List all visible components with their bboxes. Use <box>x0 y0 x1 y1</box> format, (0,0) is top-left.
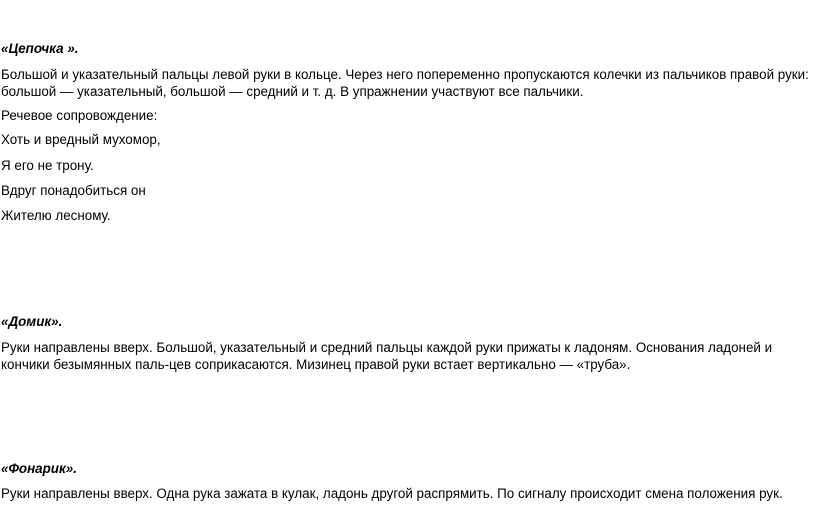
section-description-line: большой — указательный, большой — средний и т. д. В упражнении участвуют все пальчики. <box>1 84 584 99</box>
section-description-line: Руки направлены вверх. Одна рука зажата в кулак, ладонь другой распрямить. По сигналу происходит смена положения рук. <box>1 486 783 501</box>
section-description-line: Большой и указательный пальцы левой руки в кольце. Через него попеременно пропускаются колечки из пальчиков правой руки: <box>1 67 809 82</box>
verse-line: Хоть и вредный мухомор, <box>1 132 161 147</box>
verse-line: Я его не трону. <box>1 158 94 173</box>
verse-line: Вдруг понадобиться он <box>1 183 146 198</box>
section-title-chain: «Цепочка ». <box>1 41 79 56</box>
speech-label: Речевое сопровождение: <box>1 108 158 123</box>
section-description-line: кончики безымянных паль-цев соприкасаются. Мизинец правой руки встает вертикально — «труба». <box>1 357 631 372</box>
section-description-line: Руки направлены вверх. Большой, указательный и средний пальцы каждой руки прижаты к ладоням. Основания ладоней и <box>1 340 773 355</box>
section-title-house: «Домик». <box>1 314 63 329</box>
verse-line: Жителю лесному. <box>1 208 111 223</box>
section-title-lantern: «Фонарик». <box>1 461 77 476</box>
